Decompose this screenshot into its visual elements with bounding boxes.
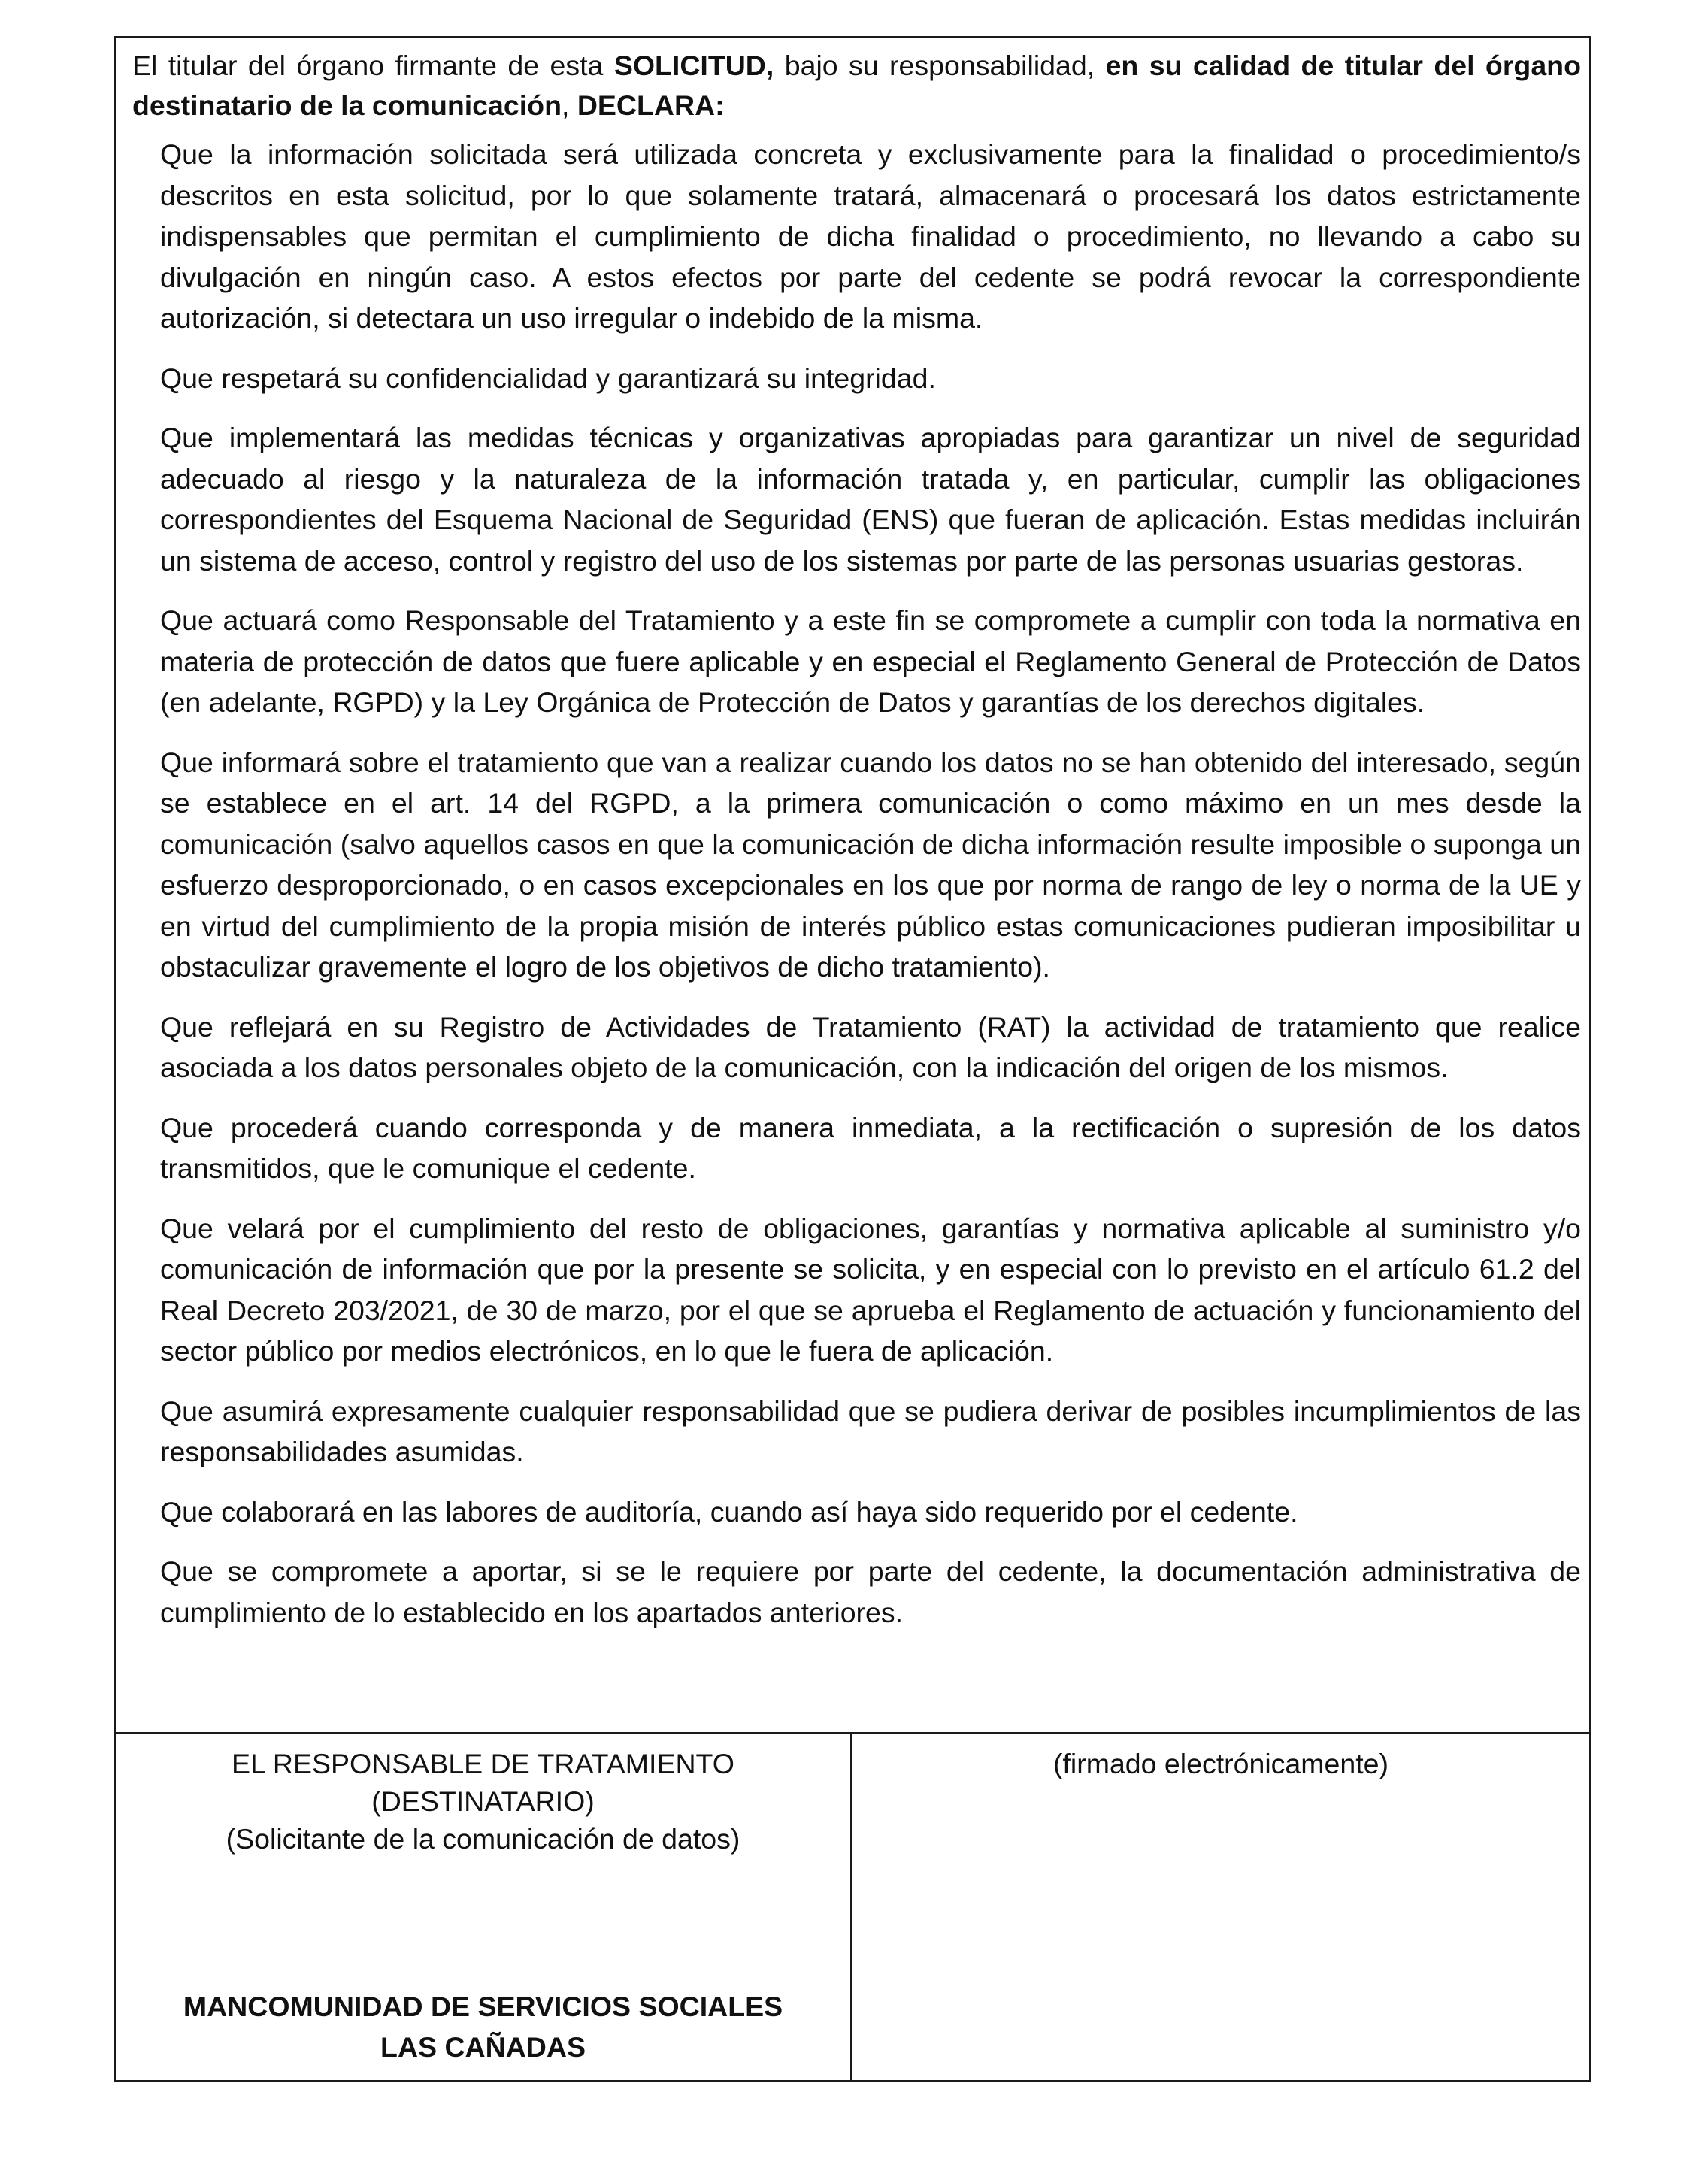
role-solicitante: (Solicitante de la comunicación de datos) [226, 1823, 740, 1855]
clause-finalidad: Que la información solicitada será utilizada concreta y exclusivamente para la finalidad o procedimiento/s descritos en esta solicitud, por lo que solamente tratará, almacenará o procesará los datos estrictamente indispensables que permitan el cumplimiento de dicha finalidad o procedimiento, no llevando a cabo su divulgación en ningún caso. A estos efectos por parte del cedente se podrá revocar la correspondiente autorización, si detectara un uso irregular o indebido de la misma. [160, 138, 1581, 334]
clause-informacion-interesado: Que informará sobre el tratamiento que van a realizar cuando los datos no se han obtenido del interesado, según se establece en el art. 14 del RGPD, a la primera comunicación o como máximo en un mes desde la comunicación (salvo aquellos casos en que la comunicación de dicha información resulte imposible o suponga un esfuerzo desproporcionado, o en casos excepcionales en los que por norma de rango de ley o norma de la UE y en virtud del cumplimiento de la propia misión de interés público estas comunicaciones pudieran imposibilitar u obstaculizar gravemente el logro de los objetivos de dicho tratamiento). [160, 746, 1581, 983]
clause-medidas-seguridad: Que implementará las medidas técnicas y organizativas apropiadas para garantizar un nivel de seguridad adecuado al riesgo y la naturaleza de la información tratada y, en particular, cumplir las obligaciones correspondientes del Esquema Nacional de Seguridad (ENS) que fueran de aplicación. Estas medidas incluirán un sistema de acceso, control y registro del uso de los sistemas por parte de las personas usuarias gestoras. [160, 422, 1581, 577]
clause-confidencialidad: Que respetará su confidencialidad y garantizará su integridad. [160, 362, 936, 394]
signatory-entity [116, 1986, 850, 2067]
intro-text-2: bajo su responsabilidad, [774, 50, 1106, 81]
role-destinatario: (DESTINATARIO) [371, 1785, 595, 1817]
signature-cell [852, 1734, 1589, 2080]
intro-text-3: , [561, 89, 577, 121]
clause-rectificacion: Que procederá cuando corresponda y de manera inmediata, a la rectificación o supresión de los datos transmitidos, que le comunique el cedente. [160, 1111, 1581, 1184]
clause-cumplimiento-normativa: Que velará por el cumplimiento del resto de obligaciones, garantías y normativa aplicable al suministro y/o comunicación de información que por la presente se solicita, y en especial con lo previsto en el artículo 61.2 del Real Decreto 203/2021, de 30 de marzo, por el que se aprueba el Reglamento de actuación y funcionamiento del sector público por medios electrónicos, en lo que le fuera de aplicación. [160, 1212, 1581, 1367]
role-title: EL RESPONSABLE DE TRATAMIENTO [232, 1748, 734, 1779]
declaration-intro [132, 46, 1581, 126]
entity-name-line1: MANCOMUNIDAD DE SERVICIOS SOCIALES [183, 1991, 783, 2022]
clause-responsabilidad: Que asumirá expresamente cualquier responsabilidad que se pudiera derivar de posibles incumplimientos de las responsabilidades asumidas. [160, 1394, 1581, 1467]
clause-registro-actividades: Que reflejará en su Registro de Actividades de Tratamiento (RAT) la actividad de tratamiento que realice asociada a los datos personales objeto de la comunicación, con la indicación del origen de los mismos. [160, 1010, 1581, 1083]
clause-auditoria: Que colaborará en las labores de auditoría, cuando así haya sido requerido por el cedente. [160, 1495, 1298, 1528]
entity-name-line2: LAS CAÑADAS [380, 2031, 586, 2063]
clause-documentacion: Que se compromete a aportar, si se le requiere por parte del cedente, la documentación administrativa de cumplimiento de lo establecido en los apartados anteriores. [160, 1555, 1581, 1628]
signatory-role [116, 1734, 850, 1858]
intro-capacity: en su calidad de titular del órgano destinatario de la comunicación [132, 50, 1581, 121]
declaration-form [114, 36, 1591, 2082]
intro-declara: DECLARA: [577, 89, 725, 121]
clause-responsable-tratamiento: Que actuará como Responsable del Tratamiento y a este fin se compromete a cumplir con toda la normativa en materia de protección de datos que fuere aplicable y en especial el Reglamento General de Protección de Datos (en adelante, RGPD) y la Ley Orgánica de Protección de Datos y garantías de los derechos digitales. [160, 604, 1581, 718]
signature-row [116, 1732, 1589, 2080]
intro-text-1: El titular del órgano firmante de esta [132, 50, 614, 81]
signatory-cell [116, 1734, 852, 2080]
signed-electronically-note: (firmado electrónicamente) [1052, 1748, 1389, 1779]
declaration-clauses [132, 134, 1581, 1633]
declaration-section [116, 38, 1589, 1732]
intro-solicitud: SOLICITUD, [613, 50, 774, 81]
